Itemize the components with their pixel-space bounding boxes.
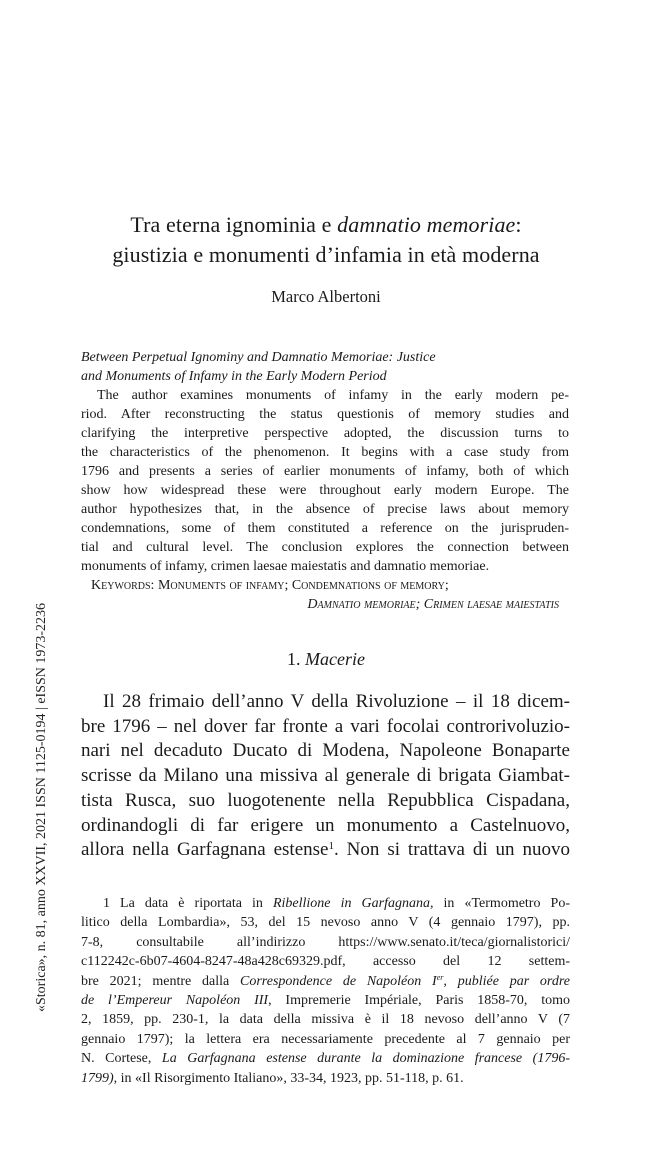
footnote-line: c112242c-6b07-4604-8247-48a428c69329.pdf, accesso del 12 settem-	[81, 954, 570, 970]
body-line: bre 1796 – nel dover far fronte a vari focolai controrivoluzio-	[81, 715, 570, 737]
body-line: Il 28 frimaio dell’anno V della Rivoluzione – il 18 dicem-	[103, 691, 570, 712]
abstract-line: The author examines monuments of infamy in the early modern pe-	[97, 388, 569, 403]
body-line: scrisse da Milano una missiva al generale di brigata Giambat-	[81, 765, 570, 787]
abstract-line: 1796 and presents a series of earlier monuments of infamy, both of which	[81, 464, 569, 479]
footnote	[81, 894, 570, 1088]
section-title: Macerie	[305, 649, 365, 669]
author-name: Marco Albertoni	[271, 287, 381, 306]
abstract-line: tial and cultural level. The conclusion explores the connection between	[81, 540, 569, 555]
title-line-2: giustizia e monumenti d’infamia in età moderna	[112, 242, 540, 267]
body-line: allora nella Garfagnana estense$^1$. Non si trattava di un nuovo	[81, 839, 570, 861]
abstract-line: clarifying the interpretive perspective adopted, the discussion turns to	[81, 426, 569, 441]
footnote-line: de l’Empereur Napoléon III, Impremerie Impériale, Paris 1858-70, tomo	[81, 993, 570, 1009]
body-line: ordinandogli di far erigere un monumento a Castelnuovo,	[81, 814, 570, 836]
footnote-line: N. Cortese, La Garfagnana estense durante la dominazione francese (1796-	[81, 1051, 570, 1067]
abstract	[81, 348, 569, 614]
footnote-number: 1	[103, 896, 110, 911]
footnote-line: 1799), in «Il Risorgimento Italiano», 33-34, 1923, pp. 51-118, p. 61.	[81, 1070, 464, 1086]
article-title	[70, 210, 582, 270]
body-line: tista Rusca, suo luogotenente nella Repubblica Cispadana,	[81, 789, 570, 811]
abstract-line: the characteristics of the phenomenon. It begins with a case study from	[81, 445, 569, 460]
footnote-line: 2, 1859, pp. 230-1, la data della missiva è il 18 nevoso dell’anno V (7	[81, 1012, 570, 1028]
keywords-line: Keywords: Monuments of infamy; Condemnations of memory;	[91, 578, 449, 593]
abstract-line: condemnations, some of them constituted a reference on the jurispruden-	[81, 521, 569, 536]
footnote-reference: 1	[328, 840, 334, 853]
english-title-line: Between Perpetual Ignominy and Damnatio Memoriae: Justice	[81, 350, 436, 365]
english-title-line: and Monuments of Infamy in the Early Modern Period	[81, 369, 387, 384]
footnote-line: litico della Lombardia», 53, del 15 nevoso anno V (4 gennaio 1797), pp.	[81, 915, 570, 931]
footnote-line: 7-8, consultabile all’indirizzo https://www.senato.it/teca/giornalistorici/	[81, 934, 570, 950]
section-heading	[70, 649, 582, 670]
journal-side-metadata: «Storica», n. 81, anno XXVII, 2021 ISSN 1125-0194 | eISSN 1973-2236	[34, 602, 49, 1012]
keywords-line: Damnatio memoriae; Crimen laesae maiestatis	[307, 597, 559, 612]
abstract-line: riod. After reconstructing the status questionis of memory studies and	[81, 407, 569, 422]
abstract-line: author hypothesizes that, in the absence of precise laws about memory	[81, 502, 569, 517]
footnote-line: 1 La data è riportata in Ribellione in Garfagnana, in «Termometro Po-	[103, 896, 570, 911]
body-paragraph	[81, 690, 570, 863]
footnote-line: bre 2021; mentre dalla Correspondence de Napoléon Ier, publiée par ordre	[81, 972, 571, 989]
title-line-1: Tra eterna ignominia e damnatio memoriae:	[130, 212, 522, 237]
abstract-line: monuments of infamy, crimen laesae maiestatis and damnatio memoriae.	[81, 559, 490, 574]
title-italic-phrase: damnatio memoriae	[337, 212, 516, 237]
section-number: 1.	[287, 649, 306, 669]
footnote-line: gennaio 1797); la lettera era necessariamente precedente al 7 gennaio per	[81, 1031, 570, 1047]
abstract-line: show how widespread these were throughout early modern Europe. The	[81, 483, 569, 498]
body-line: nari nel decaduto Ducato di Modena, Napoleone Bonaparte	[81, 740, 570, 762]
